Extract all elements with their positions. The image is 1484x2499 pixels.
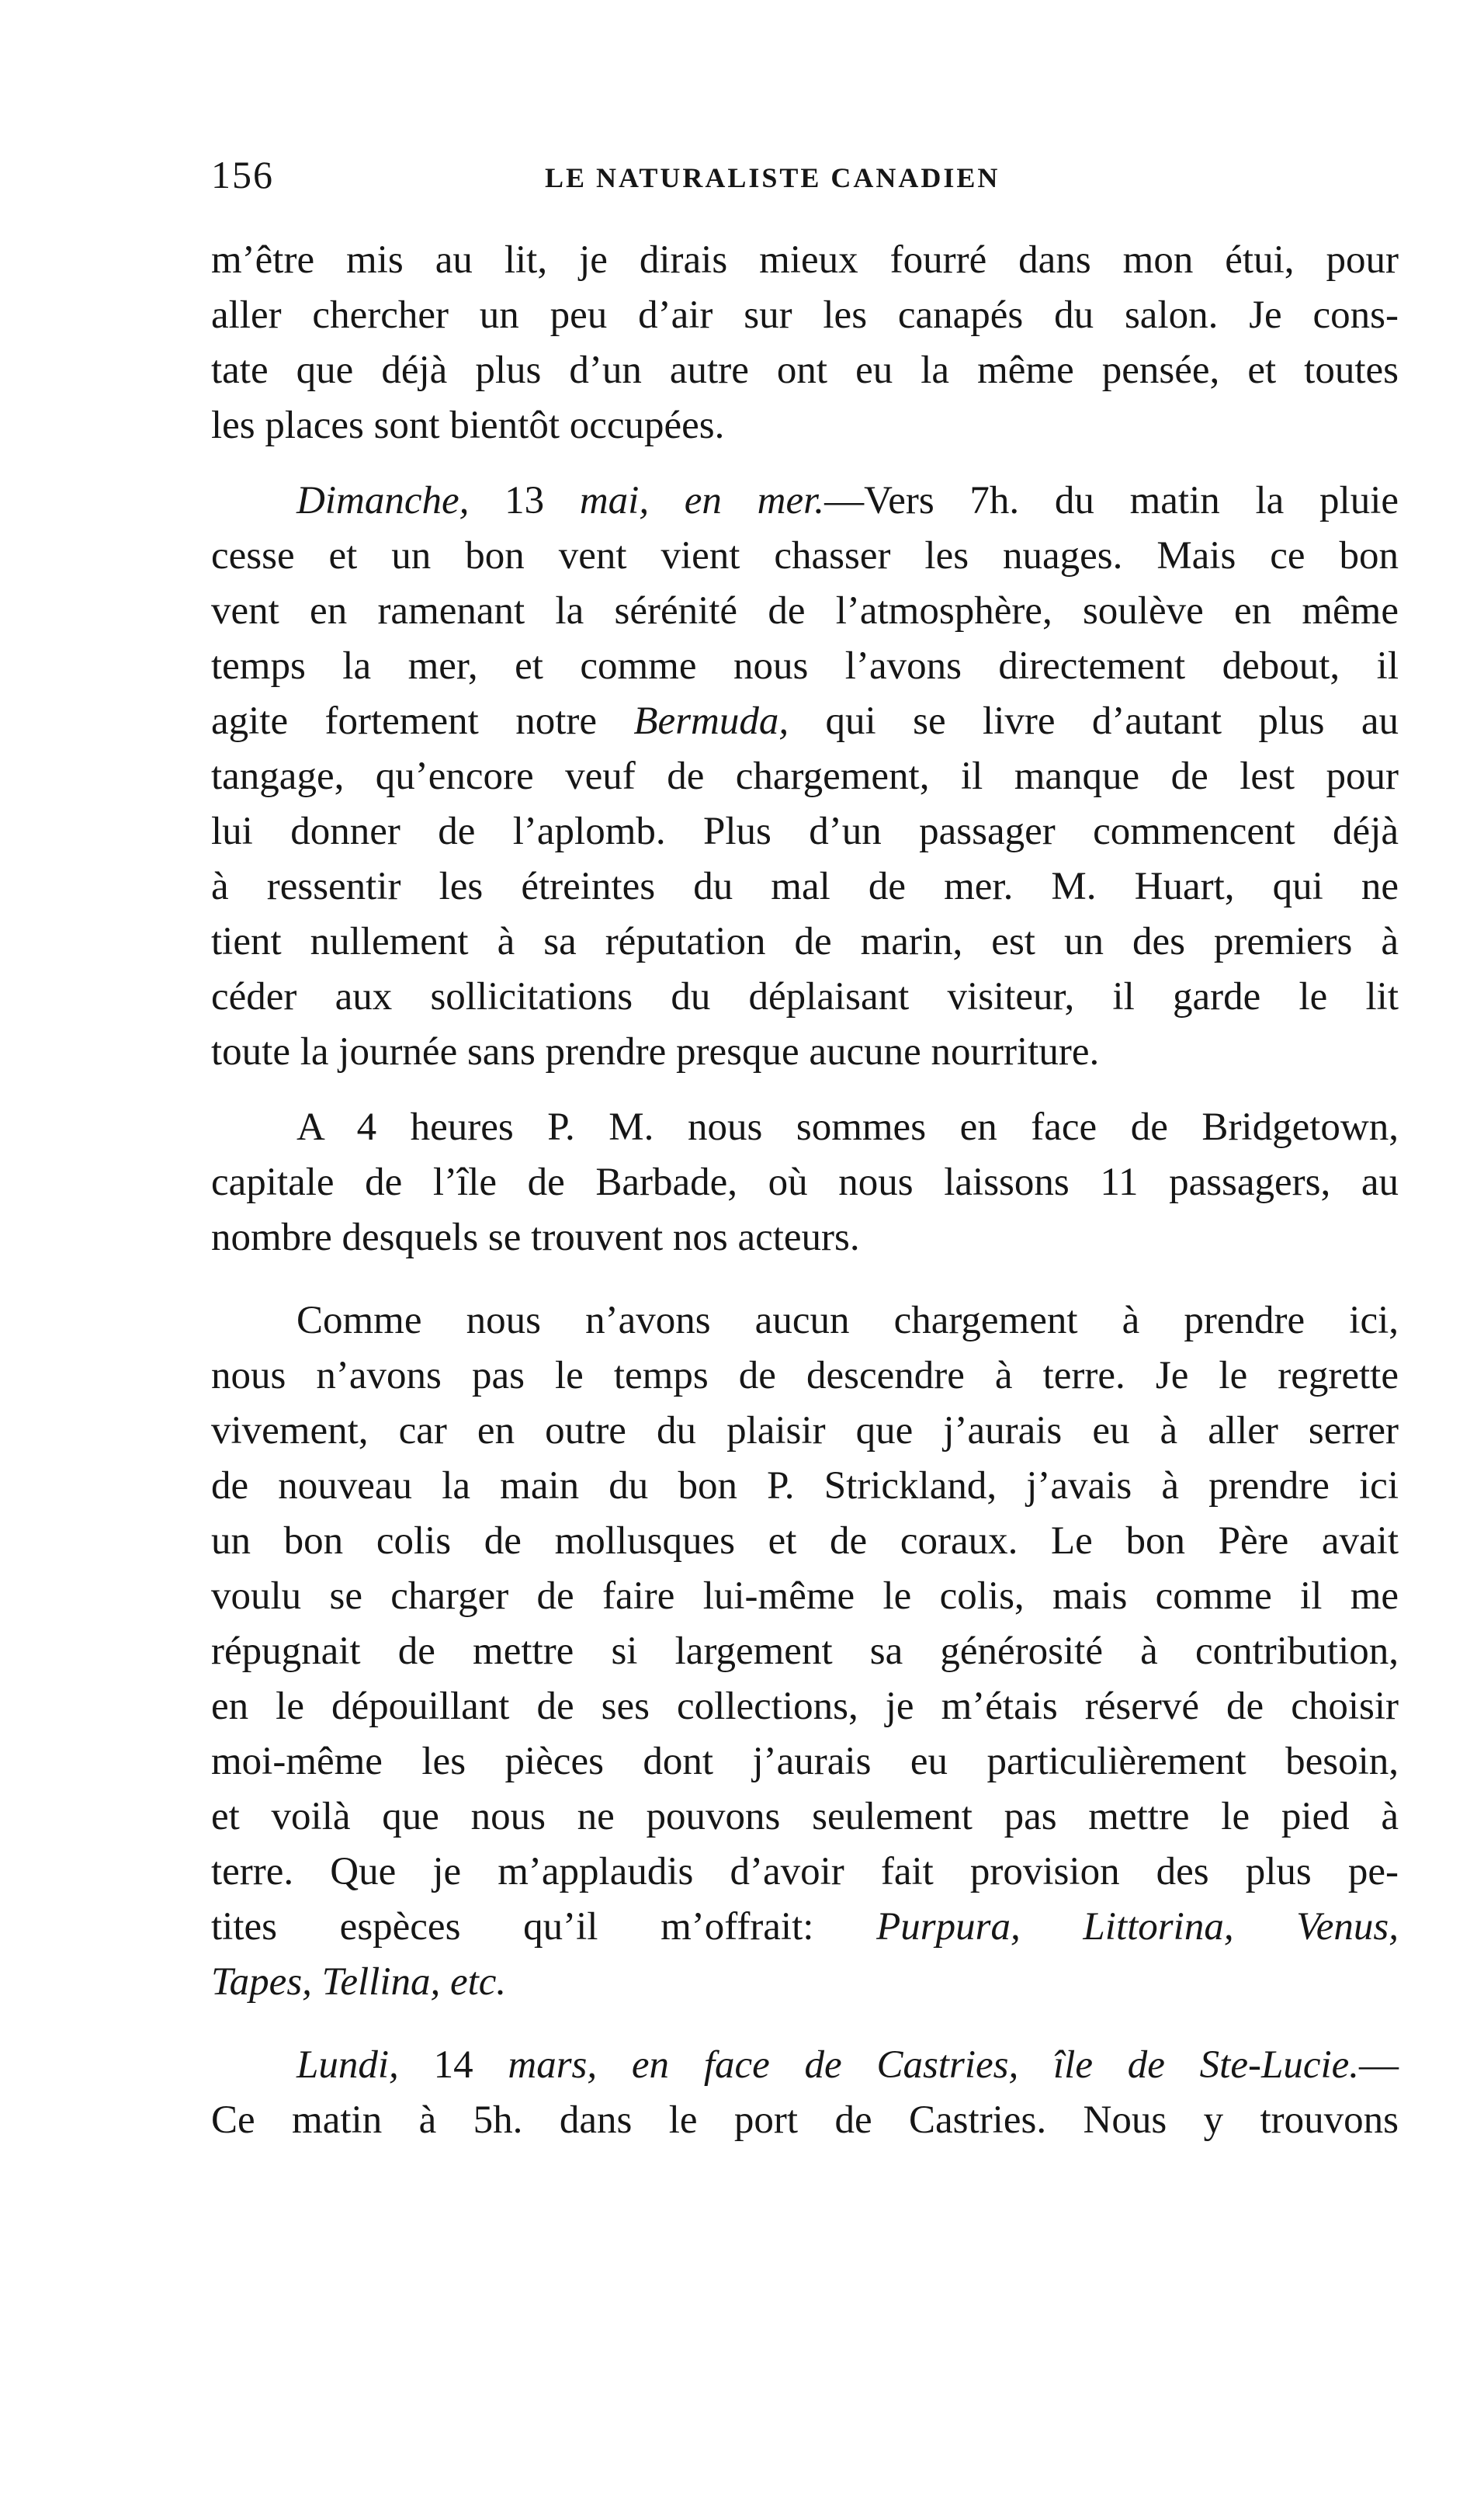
date-heading-place: mars, en face de Castries, île de Ste-Lucie. (508, 2043, 1360, 2087)
date-heading-number: 13 (469, 479, 580, 522)
species-list: Tapes, Tellina, etc. (211, 1960, 507, 2004)
text-line (211, 1900, 1399, 1955)
date-heading-day: Lundi, (296, 2043, 399, 2087)
text-line: A 4 heures P. M. nous sommes en face de Bridgetown, (296, 1105, 1399, 1149)
text-line: capitale de l’île de Barbade, où nous laissons 11 passagers, au (211, 1161, 1399, 1204)
text-line: aller chercher un peu d’air sur les canapés du salon. Je cons- (211, 293, 1399, 337)
text-line: nous n’avons pas le temps de descendre à terre. Je le regrette (211, 1354, 1399, 1397)
text-line: m’être mis au lit, je dirais mieux fourré dans mon étui, pour (211, 238, 1399, 282)
text-line: moi-même les pièces dont j’aurais eu particulièrement besoin, (211, 1740, 1399, 1783)
text-line: tate que déjà plus d’un autre ont eu la même pensée, et toutes (211, 349, 1399, 392)
text-run: —Vers 7h. du matin la pluie (824, 479, 1399, 522)
paragraph-1 (211, 233, 1399, 453)
text-line: terre. Que je m’applaudis d’avoir fait provision des plus pe- (211, 1850, 1399, 1893)
em-dash: — (1359, 2043, 1399, 2087)
text-run: agite fortement notre (211, 699, 634, 743)
paragraph-2 (211, 474, 1399, 1080)
date-heading-place: mai, en mer. (579, 479, 825, 522)
text-line: temps la mer, et comme nous l’avons directement debout, il (211, 644, 1399, 688)
text-line (211, 2038, 1399, 2093)
text-line: Ce matin à 5h. dans le port de Castries. Nous y trouvons (211, 2098, 1399, 2142)
text-line: tangage, qu’encore veuf de chargement, il manque de lest pour (211, 755, 1399, 798)
text-line (211, 694, 1399, 749)
paragraph-3 (211, 1100, 1399, 1265)
text-run: tites espèces qu’il m’offrait: (211, 1905, 877, 1949)
text-line: vent en ramenant la sérénité de l’atmosphère, soulève en même (211, 589, 1399, 633)
text-line: les places sont bientôt occupées. (211, 404, 725, 447)
paragraph-5 (211, 2038, 1399, 2148)
date-heading-day: Dimanche, (296, 479, 470, 522)
text-line: nombre desquels se trouvent nos acteurs. (211, 1216, 860, 1259)
running-title: LE NATURALISTE CANADIEN (545, 162, 1000, 193)
paragraph-4 (211, 1293, 1399, 2010)
text-line: répugnait de mettre si largement sa générosité à contribution, (211, 1630, 1399, 1673)
text-run: qui se livre d’autant plus au (789, 699, 1399, 743)
page-header (211, 152, 1399, 207)
ship-name: Bermuda, (633, 699, 789, 743)
text-line: tient nullement à sa réputation de marin, est un des premiers à (211, 920, 1399, 963)
text-line: cesse et un bon vent vient chasser les nuages. Mais ce bon (211, 534, 1399, 578)
text-line: toute la journée sans prendre presque aucune nourriture. (211, 1030, 1100, 1074)
text-line: voulu se charger de faire lui-même le colis, mais comme il me (211, 1574, 1399, 1618)
text-line: un bon colis de mollusques et de coraux. Le bon Père avait (211, 1519, 1399, 1563)
text-line: de nouveau la main du bon P. Strickland, j’avais à prendre ici (211, 1464, 1399, 1508)
text-line: et voilà que nous ne pouvons seulement pas mettre le pied à (211, 1795, 1399, 1838)
text-line: lui donner de l’aplomb. Plus d’un passager commencent déjà (211, 810, 1399, 853)
date-heading-number: 14 (398, 2043, 508, 2087)
page-body (211, 233, 1399, 2148)
text-line: céder aux sollicitations du déplaisant visiteur, il garde le lit (211, 975, 1399, 1019)
page-number: 156 (211, 153, 274, 196)
text-line (211, 474, 1399, 529)
text-line: Comme nous n’avons aucun chargement à prendre ici, (296, 1299, 1399, 1342)
text-line: en le dépouillant de ses collections, je m’étais réservé de choisir (211, 1685, 1399, 1728)
text-line: vivement, car en outre du plaisir que j’aurais eu à aller serrer (211, 1409, 1399, 1453)
text-line: à ressentir les étreintes du mal de mer. M. Huart, qui ne (211, 865, 1399, 908)
species-list: Purpura, Littorina, Venus, (876, 1905, 1399, 1949)
text-line (211, 1955, 1399, 2010)
